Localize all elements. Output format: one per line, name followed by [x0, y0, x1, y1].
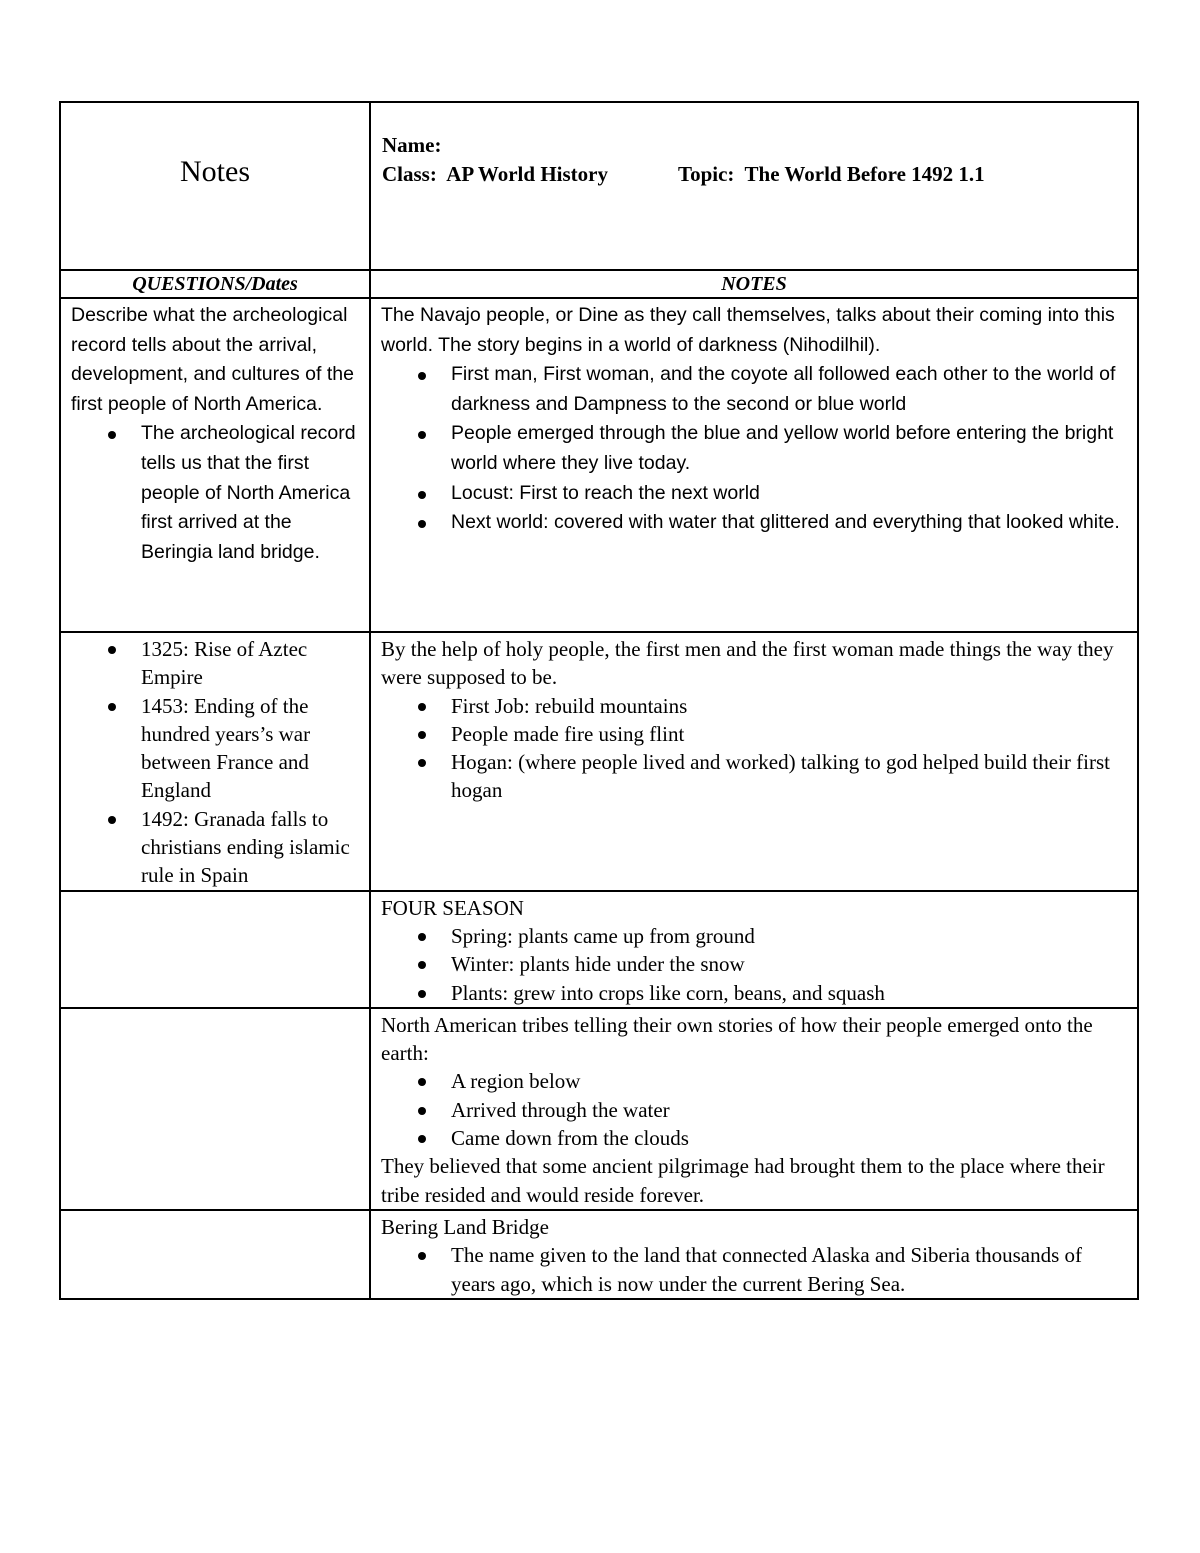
notes-text: The Navajo people, or Dine as they call themselves, talks about their coming into this world. The story begins in a world of darkness (Nihodilhil). — [381, 304, 1115, 356]
notes-cell-5 — [370, 1210, 1138, 1299]
notes-bullet-list — [381, 922, 1127, 1007]
notes-bullet-list — [381, 360, 1127, 538]
notes-cell-1 — [370, 298, 1138, 632]
question-text: Describe what the archeological record tells about the arrival, development, and cultures of the first people of North America. — [71, 304, 354, 415]
notes-text: FOUR SEASON — [381, 895, 524, 920]
notes-text: North American tribes telling their own stories of how their people emerged onto the earth: — [381, 1012, 1093, 1066]
list-item: Locust: First to reach the next world — [451, 479, 1127, 509]
notes-bullet-list — [381, 1067, 1127, 1152]
list-item: Plants: grew into crops like corn, beans, and squash — [451, 979, 1127, 1007]
question-cell-1 — [60, 298, 370, 632]
question-cell-4 — [60, 1008, 370, 1210]
list-item: People made fire using flint — [451, 720, 1127, 748]
list-item: People emerged through the blue and yellow world before entering the bright world where they live today. — [451, 419, 1127, 478]
notes-row-4 — [60, 1008, 1138, 1210]
class-value: AP World History — [446, 162, 608, 186]
notes-table — [59, 101, 1139, 1300]
name-label: Name: — [382, 133, 442, 157]
question-bullet-list — [71, 419, 361, 567]
class-label: Class: — [382, 162, 437, 186]
notes-row-3 — [60, 891, 1138, 1008]
column-header-row — [60, 270, 1138, 298]
question-cell-5 — [60, 1210, 370, 1299]
notes-row-1 — [60, 298, 1138, 632]
class-topic-line — [382, 160, 1127, 189]
list-item: First man, First woman, and the coyote all followed each other to the world of darkness and Dampness to the second or blue world — [451, 360, 1127, 419]
page-title: Notes — [180, 154, 250, 188]
notes-row-2 — [60, 632, 1138, 891]
notes-bullet-list — [381, 1241, 1127, 1298]
notes-cell-4 — [370, 1008, 1138, 1210]
topic-value: The World Before 1492 1.1 — [744, 162, 985, 186]
question-cell-3 — [60, 891, 370, 1008]
notes-cell-2 — [370, 632, 1138, 891]
notes-bullet-list — [381, 692, 1127, 805]
notes-text: By the help of holy people, the first men and the first woman made things the way they were supposed to be. — [381, 637, 1114, 690]
list-item: Hogan: (where people lived and worked) talking to god helped build their first hogan — [451, 748, 1127, 805]
dates-bullet-list — [71, 635, 361, 890]
notes-cell-3 — [370, 891, 1138, 1008]
topic-label: Topic: — [677, 162, 735, 186]
list-item: 1325: Rise of Aztec Empire — [141, 635, 361, 692]
list-item: 1453: Ending of the hundred years’s war between France and England — [141, 692, 361, 805]
list-item: Came down from the clouds — [451, 1124, 1127, 1152]
list-item: A region below — [451, 1067, 1127, 1095]
notes-text: Bering Land Bridge — [381, 1214, 549, 1239]
list-item: Winter: plants hide under the snow — [451, 950, 1127, 978]
notes-text-after: They believed that some ancient pilgrimage had brought them to the place where their tribe resided and would reside forever. — [381, 1154, 1105, 1207]
notes-row-5 — [60, 1210, 1138, 1299]
list-item: 1492: Granada falls to christians ending islamic rule in Spain — [141, 805, 361, 890]
list-item: The name given to the land that connected Alaska and Siberia thousands of years ago, which is now under the current Bering Sea. — [451, 1241, 1127, 1298]
column-header-notes: NOTES — [370, 270, 1138, 298]
list-item: Spring: plants came up from ground — [451, 922, 1127, 950]
name-line — [382, 131, 1127, 160]
list-item: Next world: covered with water that glittered and everything that looked white. — [451, 508, 1127, 538]
title-cell — [60, 102, 370, 270]
column-header-questions: QUESTIONS/Dates — [60, 270, 370, 298]
list-item: First Job: rebuild mountains — [451, 692, 1127, 720]
header-row — [60, 102, 1138, 270]
list-item: Arrived through the water — [451, 1096, 1127, 1124]
question-cell-2 — [60, 632, 370, 891]
list-item: The archeological record tells us that the first people of North America first arrived at the Beringia land bridge. — [141, 419, 361, 567]
header-info-cell — [370, 102, 1138, 270]
